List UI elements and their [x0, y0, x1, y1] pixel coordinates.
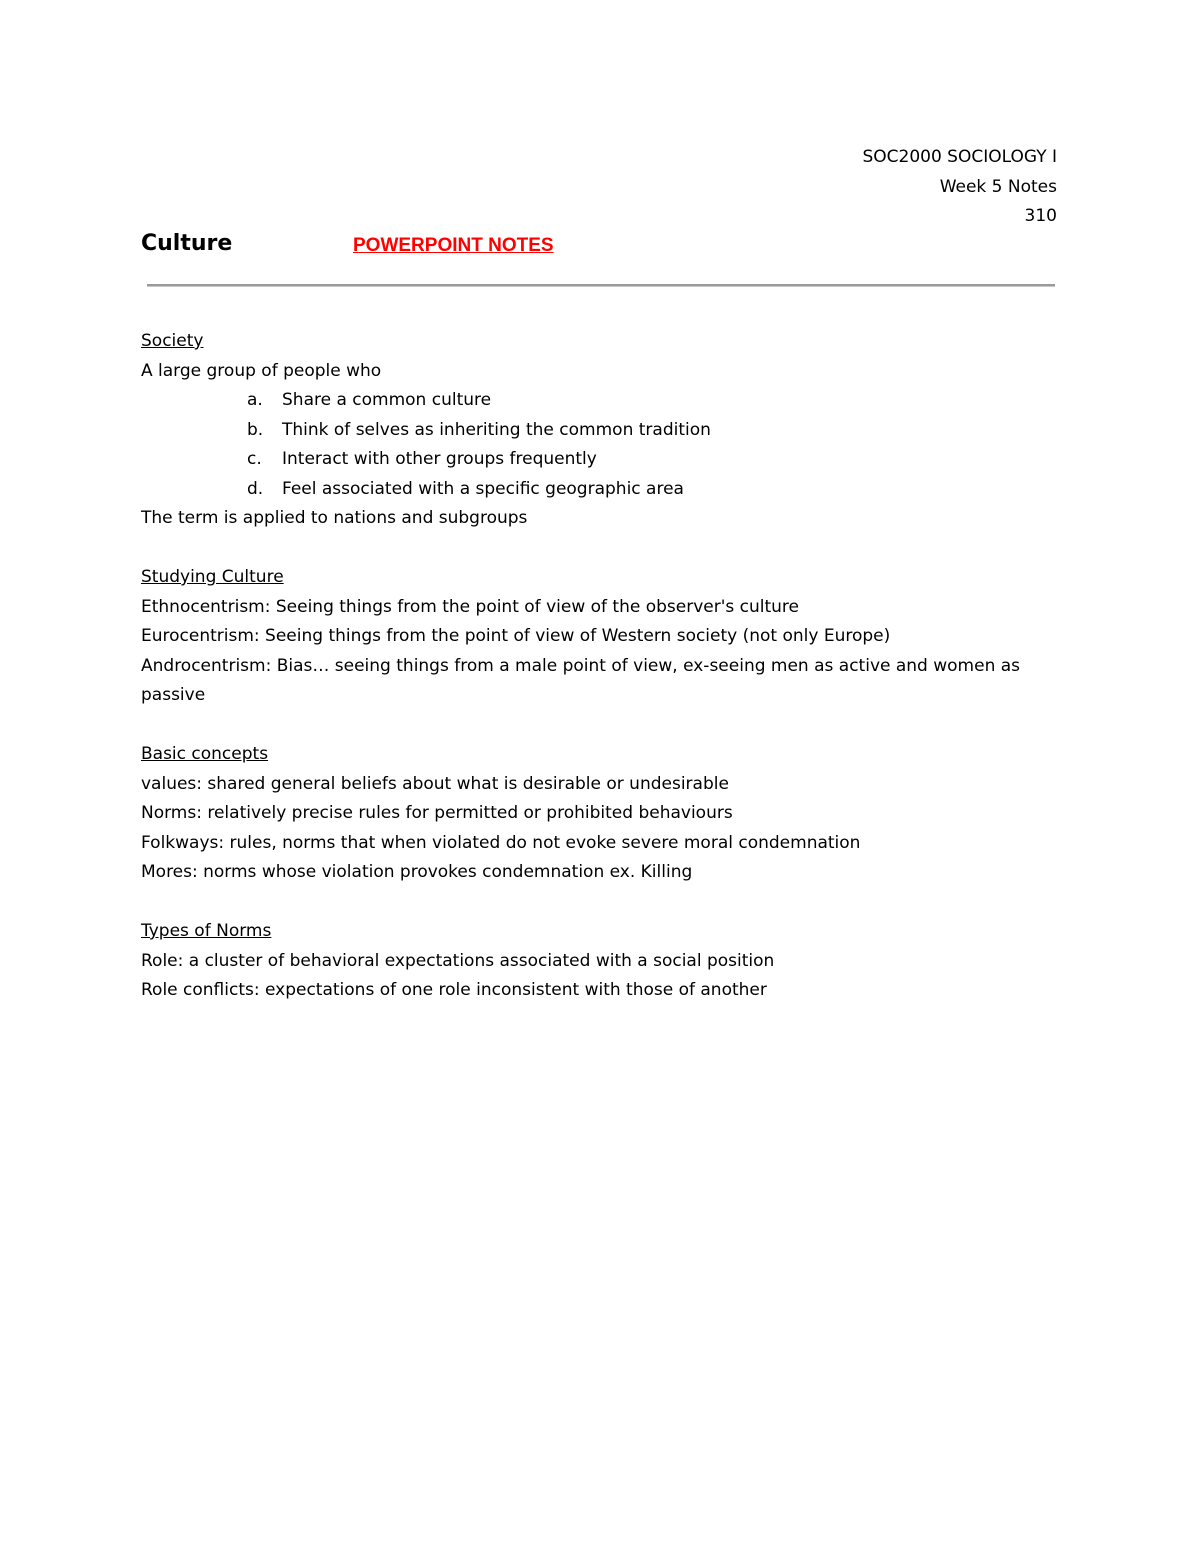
list-item — [141, 416, 1061, 446]
eurocentrism-line: Eurocentrism: Seeing things from the point of view of Western society (not only Europe) — [141, 626, 891, 646]
course-code: 310 — [1024, 206, 1057, 226]
title-row — [141, 231, 1061, 265]
basic-concepts-heading: Basic concepts — [141, 744, 269, 764]
paragraph-gap — [141, 711, 1061, 741]
paragraph-gap — [141, 534, 1061, 564]
society-heading: Society — [141, 331, 204, 351]
role-line: Role: a cluster of behavioral expectations associated with a social position — [141, 950, 775, 971]
society-intro: A large group of people who — [141, 360, 382, 381]
week-label: Week 5 Notes — [939, 176, 1057, 197]
list-marker: c. — [247, 449, 262, 469]
studying-culture-heading: Studying Culture — [141, 567, 284, 587]
horizontal-divider — [147, 284, 1055, 287]
powerpoint-notes-label: POWERPOINT NOTES — [353, 235, 554, 256]
list-marker: b. — [247, 419, 264, 440]
list-item-text: Interact with other groups frequently — [282, 449, 597, 469]
mores-line: Mores: norms whose violation provokes condemnation ex. Killing — [141, 862, 693, 882]
list-marker: a. — [247, 390, 263, 410]
norms-line: Norms: relatively precise rules for permitted or prohibited behaviours — [141, 803, 733, 823]
list-marker: d. — [247, 478, 264, 499]
ethnocentrism-line: Ethnocentrism: Seeing things from the point of view of the observer's culture — [141, 596, 800, 617]
list-item — [141, 386, 1061, 416]
list-item-text: Feel associated with a specific geographic area — [282, 478, 684, 499]
androcentrism-line: Androcentrism: Bias… seeing things from a male point of view, ex-seeing men as active and women as passive — [141, 655, 1021, 705]
folkways-line: Folkways: rules, norms that when violated do not evoke severe moral condemnation — [141, 832, 861, 853]
role-conflicts-line: Role conflicts: expectations of one role inconsistent with those of another — [141, 980, 767, 1000]
types-of-norms-heading: Types of Norms — [141, 921, 272, 941]
course-title: SOC2000 SOCIOLOGY I — [862, 147, 1057, 167]
list-item — [141, 445, 1061, 475]
society-outro: The term is applied to nations and subgroups — [141, 508, 528, 528]
page-title: Culture — [141, 231, 233, 256]
list-item-text: Think of selves as inheriting the common tradition — [282, 419, 711, 440]
values-line: values: shared general beliefs about what is desirable or undesirable — [141, 773, 729, 794]
notes-body — [141, 327, 1061, 1006]
list-item — [141, 475, 1061, 505]
document-header — [862, 143, 1057, 232]
list-item-text: Share a common culture — [282, 390, 492, 410]
paragraph-gap — [141, 888, 1061, 918]
